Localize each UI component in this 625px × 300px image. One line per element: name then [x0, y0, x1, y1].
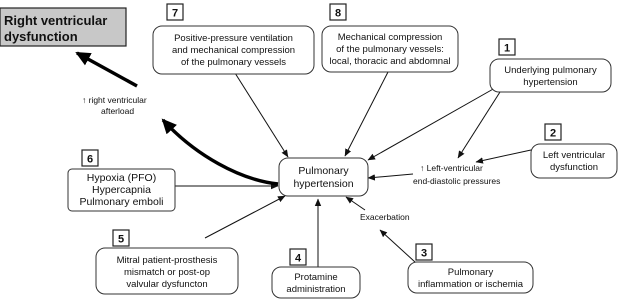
node-1-underlying-ph [490, 39, 611, 92]
node-8-line-3: local, thoracic and abdomnal [329, 56, 451, 67]
node-1-line-2: hypertension [523, 77, 578, 88]
rv-afterload-line-2: afterload [101, 106, 135, 116]
node-5-line-3: valvular dysfuncton [126, 279, 208, 290]
node-2-line-1: Left ventricular [542, 150, 606, 161]
arrow-3-to-exacerbation [380, 230, 415, 262]
center-pulmonary-hypertension [279, 158, 368, 196]
label-rv-afterload [82, 95, 147, 116]
node-5-mitral [96, 230, 238, 294]
arrow-exacerbation-to-center [346, 197, 365, 210]
lv-pressures-line-2: end-diastolic pressures [413, 176, 501, 186]
node-7-line-3: of the pulmonary vessels [180, 57, 287, 68]
node-7-ppv-compression [153, 4, 314, 74]
node-4-line-1: Protamine [294, 272, 338, 283]
badge-4: 4 [294, 252, 302, 265]
badge-6: 6 [86, 153, 94, 166]
outcome-line-1: Right ventricular [4, 13, 108, 28]
node-8-mechanical-compression [322, 4, 458, 72]
arrow-2-to-lv-pressures [476, 150, 531, 162]
node-4-protamine [272, 249, 360, 298]
rv-afterload-line-1: ↑ right ventricular [82, 95, 147, 105]
node-6-line-2: Hypercapnia [92, 184, 151, 196]
node-3-line-1: Pulmonary [447, 267, 494, 278]
label-lv-pressures [413, 163, 500, 186]
badge-1: 1 [503, 42, 511, 55]
node-3-inflammation [408, 244, 533, 293]
badge-7: 7 [171, 7, 179, 20]
arrow-1-to-lv-pressures [458, 92, 500, 158]
center-line-2: hypertension [293, 178, 354, 190]
arrow-7-to-center [235, 73, 288, 157]
outcome-line-2: dysfunction [4, 29, 78, 44]
node-8-line-1: Mechanical compression [337, 32, 443, 43]
label-exacerbation: Exacerbation [360, 212, 410, 222]
node-7-line-2: and mechanical compression [171, 45, 296, 56]
outcome-rv-dysfunction [0, 8, 126, 46]
node-8-line-2: of the pulmonary vessels: [336, 44, 444, 55]
node-5-line-1: Mitral patient-prosthesis [116, 255, 218, 266]
center-line-1: Pulmonary [298, 165, 349, 177]
badge-2: 2 [549, 127, 557, 140]
arrow-afterload-to-rv-dysfunction [77, 53, 137, 86]
arrow-center-to-rv-afterload [163, 120, 278, 184]
node-2-line-2: dysfunction [549, 162, 599, 173]
node-6-line-1: Hypoxia (PFO) [86, 172, 157, 184]
badge-8: 8 [334, 7, 342, 20]
node-1-line-1: Underlying pulmonary [504, 65, 597, 76]
badge-3: 3 [420, 247, 428, 260]
node-4-line-2: administration [286, 284, 346, 295]
node-6-hypoxia [68, 150, 175, 211]
node-5-line-2: mismatch or post-op [123, 267, 211, 278]
center-box [279, 158, 368, 196]
badge-5: 5 [117, 233, 125, 246]
node-6-line-3: Pulmonary emboli [79, 196, 164, 208]
node-2-lv-dysfunction [531, 124, 617, 178]
node-3-line-2: inflammation or ischemia [417, 279, 524, 290]
arrow-1-to-center [368, 88, 495, 160]
arrow-lv-pressures-to-center [368, 174, 413, 178]
arrow-8-to-center [345, 72, 388, 156]
node-7-line-1: Positive-pressure ventilation [174, 33, 293, 44]
lv-pressures-line-1: ↑ Left-ventricular [420, 163, 483, 173]
arrow-5-to-center [205, 196, 285, 238]
